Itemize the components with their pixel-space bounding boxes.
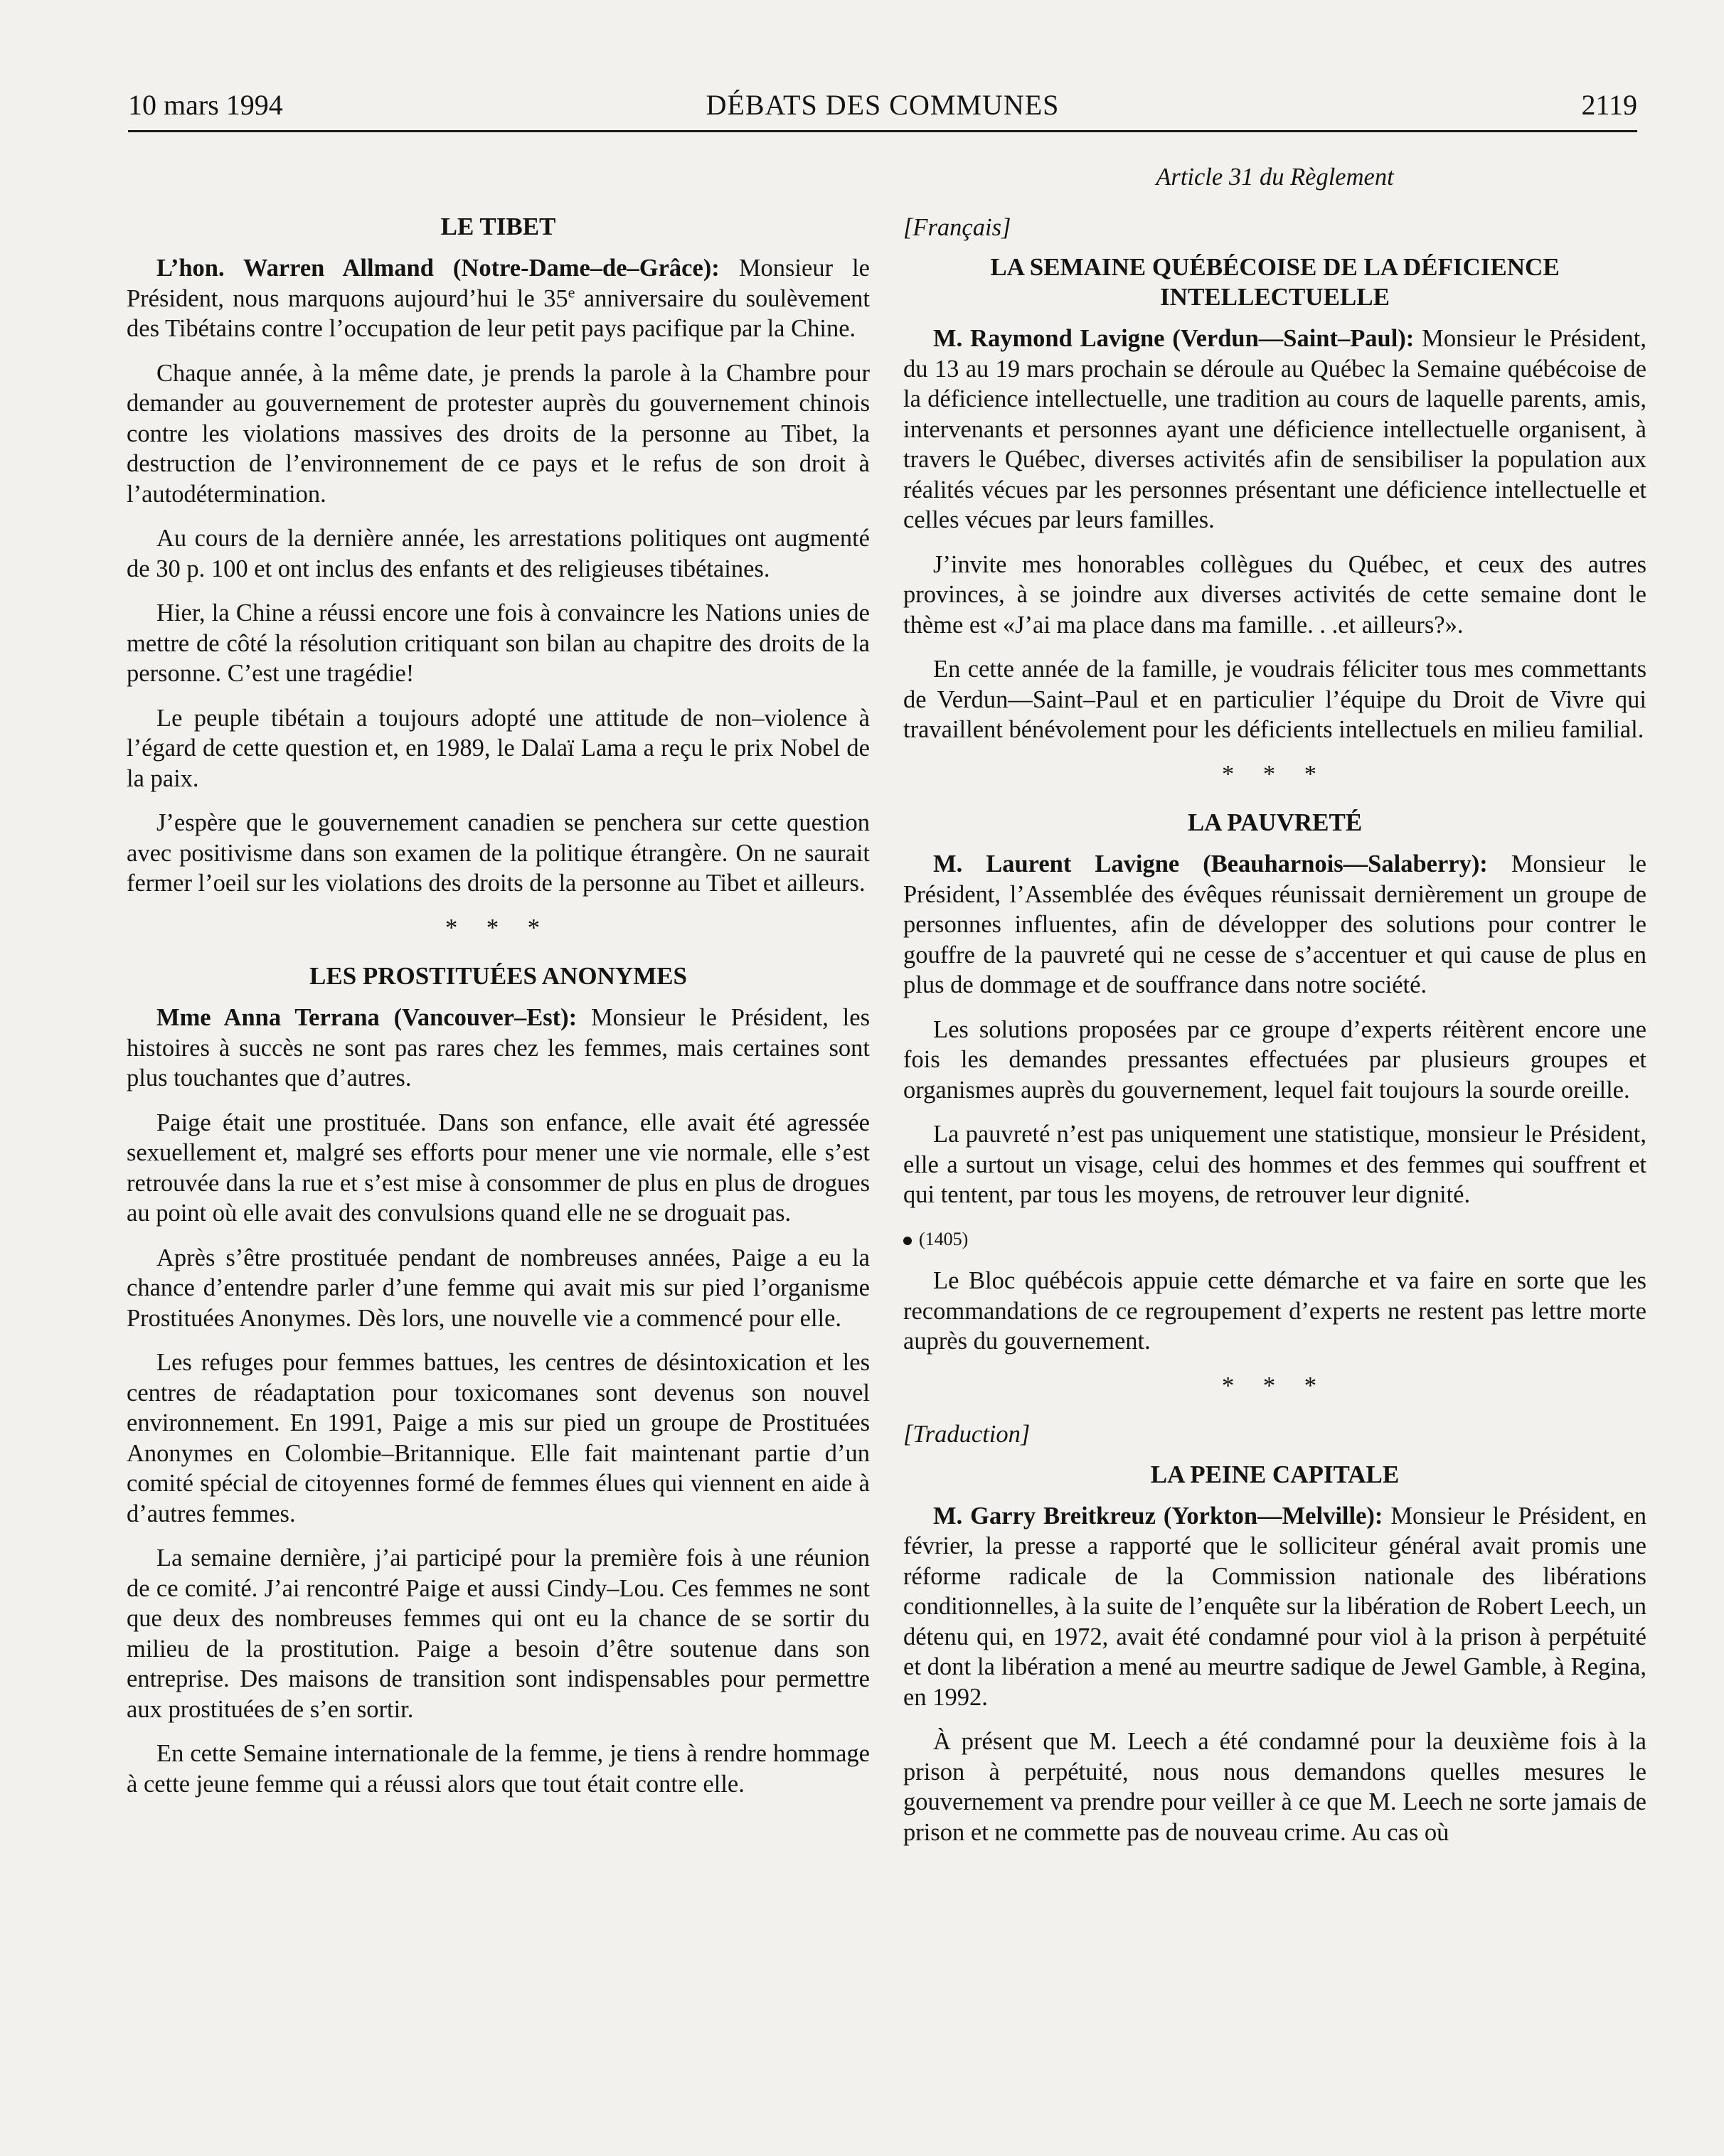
paragraph: À présent que M. Leech a été condamné pour la deuxième fois à la prison à perpétuité, nous nous demandons quelles mesures le gouvernement va prendre pour veiller à ce que M. Leech ne sorte jamais de prison et ne commette pas de nouveau crime. Au cas où — [903, 1728, 1646, 1846]
speaker-name: M. Raymond Lavigne (Verdun—Saint–Paul): — [933, 325, 1415, 352]
section-pauvrete — [903, 808, 1646, 1357]
speaker-name: L’hon. Warren Allmand (Notre-Dame–de–Grâce): — [156, 255, 720, 282]
speaker-name: M. Garry Breitkreuz (Yorkton—Melville): — [933, 1502, 1383, 1530]
paragraph: La semaine dernière, j’ai participé pour la première fois à une réunion de ce comité. J’ai rencontré Paige et aussi Cindy–Lou. Ces femmes ne sont que deux des nombreuses femmes qui ont eu la chance de se sortir du milieu de la prostitution. Paige a besoin d’être soutenue dans son entreprise. Des maisons de transition sont indispensables pour permettre aux prostituées de s’en sortir. — [127, 1544, 870, 1723]
paragraph: Le peuple tibétain a toujours adopté une attitude de non–violence à l’égard de cette question et, en 1989, le Dalaï Lama a reçu le prix Nobel de la paix. — [127, 704, 870, 792]
paragraph: Mme Anna Terrana (Vancouver–Est): Monsieur le Président, les histoires à succès ne sont pas rares chez les femmes, mais certaines sont plus touchantes que d’autres. — [127, 1004, 870, 1092]
paragraph: J’espère que le gouvernement canadien se penchera sur cette question avec positivisme dans son examen de la politique étrangère. On ne saurait fermer l’oeil sur les violations des droits de la personne au Tibet et ailleurs. — [127, 809, 870, 897]
paragraph: Chaque année, à la même date, je prends la parole à la Chambre pour demander au gouvernement de protester auprès du gouvernement chinois contre les violations massives des droits de la personne au Tibet, la destruction de l’environnement de ce pays et le refus de son droit à l’autodétermination. — [127, 359, 870, 508]
section-separator: * * * — [445, 914, 551, 941]
section-separator: * * * — [1222, 760, 1328, 788]
paragraph: En cette Semaine internationale de la femme, je tiens à rendre hommage à cette jeune femme qui a réussi alors que tout était contre elle. — [127, 1740, 870, 1798]
section-prostituees — [127, 961, 870, 1799]
section-heading: LA SEMAINE QUÉBÉCOISE DE LA DÉFICIENCE INTELLECTUELLE — [990, 253, 1560, 311]
paragraph: La pauvreté n’est pas uniquement une statistique, monsieur le Président, elle a surtout un visage, celui des hommes et des femmes qui souffrent et qui tentent, par tous les moyens, de retrouver leur dignité. — [903, 1121, 1646, 1208]
rubric: Article 31 du Règlement — [1156, 164, 1394, 191]
paragraph: Paige était une prostituée. Dans son enfance, elle avait été agressée sexuellement et, malgré ses efforts pour mener une vie normale, elle s’est retrouvée dans la rue et s’est mise à consommer de plus en plus de drogues au point où elle avait des convulsions quand elle ne se droguait pas. — [127, 1109, 870, 1227]
header-title: DÉBATS DES COMMUNES — [706, 89, 1060, 121]
paragraph: J’invite mes honorables collègues du Québec, et ceux des autres provinces, à se joindre aux diverses activités de cette semaine dont le thème est «J’ai ma place dans ma famille. . .et ailleurs?». — [903, 550, 1646, 639]
paragraph: Les solutions proposées par ce groupe d’experts réitèrent encore une fois les demandes pressantes effectuées par plusieurs groupes et organismes auprès du gouvernement, lequel fait toujours la sourde oreille. — [903, 1015, 1646, 1104]
paragraph: M. Garry Breitkreuz (Yorkton—Melville): Monsieur le Président, en février, la presse a rapporté que le solliciteur général avait promis une réforme radicale de la Commission nationale des libérations conditionnelles, à la suite de l’enquête sur la libération de Robert Leech, un détenu qui, en 1972, avait été condamné pour viol à la prison à perpétuité et dont la libération a mené au meurtre sadique de Jewel Gamble, à Regina, en 1992. — [903, 1502, 1646, 1711]
right-column — [903, 162, 1646, 1862]
paragraph: M. Laurent Lavigne (Beauharnois—Salaberry): Monsieur le Président, l’Assemblée des évêques réunissait dernièrement un groupe de personnes influentes, afin de développer des solutions pour contrer le gouffre de la pauvreté qui ne cesse de s’accentuer et qui cause de plus en plus de dommage et de souffrance dans notre société. — [903, 850, 1646, 998]
section-heading: LES PROSTITUÉES ANONYMES — [309, 962, 687, 990]
speaker-name: M. Laurent Lavigne (Beauharnois—Salaberry): — [933, 850, 1488, 877]
section-peine-capitale — [903, 1460, 1646, 1848]
paragraph: Le Bloc québécois appuie cette démarche et va faire en sorte que les recommandations de ce regroupement d’experts ne restent pas lettre morte auprès du gouvernement. — [903, 1267, 1646, 1355]
section-separator: * * * — [1222, 1372, 1328, 1399]
section-tibet — [127, 212, 870, 899]
bullet-icon — [903, 1237, 912, 1245]
speaker-name: Mme Anna Terrana (Vancouver–Est): — [156, 1004, 578, 1031]
language-tag: [Traduction] — [903, 1421, 1031, 1448]
section-deficience — [903, 252, 1646, 745]
paragraph: En cette année de la famille, je voudrais féliciter tous mes commettants de Verdun—Saint–Paul et en particulier l’équipe du Droit de Vivre qui travaillent bénévolement pour les déficients intellectuels en milieu familial. — [903, 656, 1646, 743]
paragraph: Au cours de la dernière année, les arrestations politiques ont augmenté de 30 p. 100 et ont inclus des enfants et des religieuses tibétaines. — [127, 525, 870, 582]
paragraph: L’hon. Warren Allmand (Notre-Dame–de–Grâce): Monsieur le Président, nous marquons aujourd’hui le 35e anniversaire du soulèvement des Tibétains contre l’occupation de leur petit pays pacifique par la Chine. — [127, 255, 870, 342]
paragraph: Les refuges pour femmes battues, les centres de désintoxication et les centres de réadaptation pour toxicomanes sont devenus son nouvel environnement. En 1991, Paige a mis sur pied un groupe de Prostituées Anonymes en Colombie–Britannique. Elle fait maintenant partie d’un comité spécial de citoyennes formé de femmes élues qui viennent en aide à d’autres femmes. — [127, 1349, 870, 1527]
section-heading: LE TIBET — [440, 213, 556, 240]
header-rule — [128, 130, 1637, 132]
left-column — [127, 162, 870, 1813]
language-tag: [Français] — [903, 213, 1011, 241]
paragraph: Hier, la Chine a réussi encore une fois à convaincre les Nations unies de mettre de côté la résolution critiquant son bilan au chapitre des droits de la personne. C’est une tragédie! — [127, 599, 870, 687]
paragraph: Après s’être prostituée pendant de nombreuses années, Paige a eu la chance d’entendre parler d’une femme qui avait mis sur pied l’organisme Prostituées Anonymes. Dès lors, une nouvelle vie a commencé pour elle. — [127, 1244, 870, 1332]
section-heading: LA PAUVRETÉ — [1187, 808, 1363, 836]
paragraph: M. Raymond Lavigne (Verdun—Saint–Paul): Monsieur le Président, du 13 au 19 mars prochain se déroule au Québec la Semaine québécoise de la déficience intellectuelle, une tradition au cours de laquelle parents, amis, intervenants et personnes ayant une déficience intellectuelle organisent, à travers le Québec, diverses activités afin de sensibiliser la population aux réalités vécues par les personnes présentant une déficience intellectuelle et celles vécues par leurs familles. — [903, 325, 1646, 533]
header-date: 10 mars 1994 — [128, 89, 283, 121]
header-page-number: 2119 — [1581, 89, 1637, 121]
section-heading: LA PEINE CAPITALE — [1150, 1460, 1400, 1488]
timestamp: (1405) — [903, 1224, 1646, 1255]
page-header — [128, 88, 1637, 131]
